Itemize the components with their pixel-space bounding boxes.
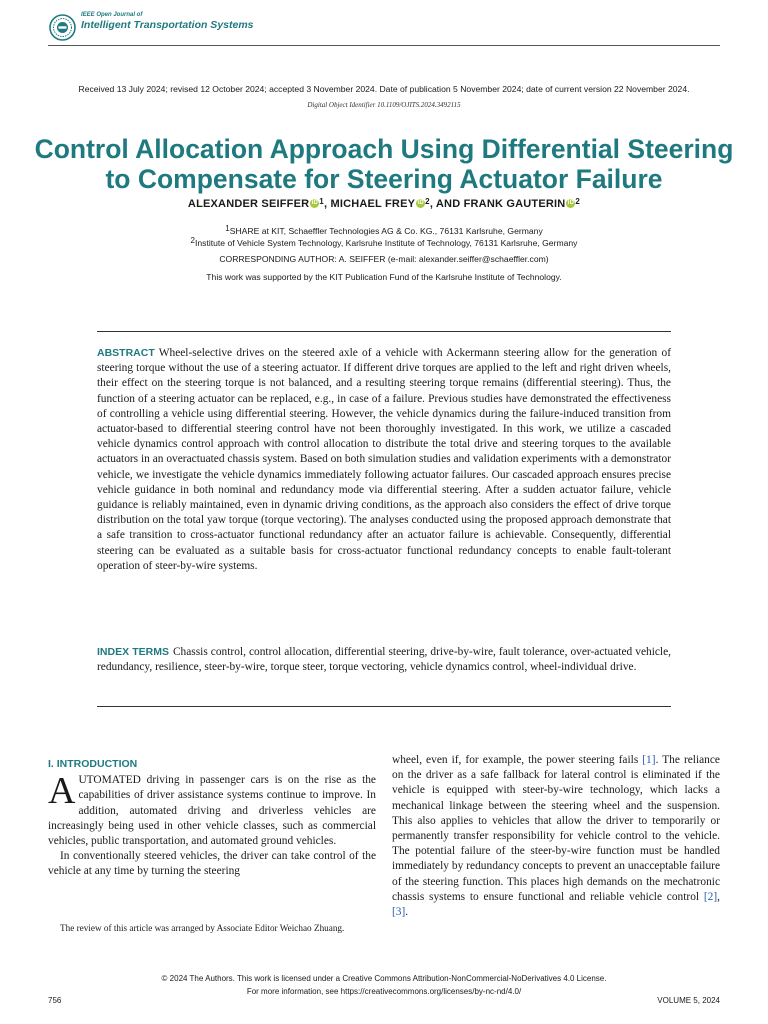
- orcid-icon[interactable]: iD: [567, 200, 575, 206]
- orcid-icon[interactable]: iD: [417, 200, 424, 206]
- affiliation-number: 2: [190, 236, 195, 245]
- intro-paragraph: [48, 770, 376, 849]
- intro-paragraph: In conventionally steered vehicles, the driver can take control of the vehicle at any time by turning the steering: [48, 850, 376, 878]
- journal-name: Intelligent Transportation Systems: [81, 19, 254, 31]
- abstract-top-rule: [97, 331, 671, 332]
- orcid-icon[interactable]: iD: [311, 200, 318, 206]
- index-terms-label: INDEX TERMS: [97, 646, 169, 658]
- affiliation: [0, 236, 768, 248]
- index-terms: [97, 645, 671, 675]
- drop-cap: A: [48, 770, 76, 813]
- author-separator: ,: [323, 198, 331, 210]
- doi: Digital Object Identifier 10.1109/OJITS.2024.3492115: [307, 101, 461, 109]
- author-affiliation-ref: 1: [319, 197, 324, 206]
- abstract: [97, 346, 671, 574]
- abstract-label: ABSTRACT: [97, 347, 155, 359]
- affiliation-text: Institute of Vehicle System Technology, Karlsruhe Institute of Technology, 76131 Karlsruhe, Germany: [194, 238, 578, 248]
- author-list: [0, 197, 768, 210]
- journal-prefix: IEEE Open Journal of: [81, 12, 143, 18]
- intro-paragraph-text: UTOMATED driving in passenger cars is on the rise as the capabilities of driver assistance systems continue to improve. In addition, automated driving and driverless vehicles are increasingly being used in other vehicle classes, such as commercial vehicles, public transportation, and automated ground vehicles.: [48, 774, 376, 848]
- abstract-text: Wheel-selective drives on the steered axle of a vehicle with Ackermann steering allow for the generation of steering torque without the use of a steering actuator. If different drive torques are applied to the left and right driven wheels, their effect on the steering torque is not balanced, and a resulting steering torque remains (differential steering). Thus, the function of a steering actuator can be replaced, e.g., in case of a failure. Previous studies have demonstrated the effectiveness of controlling a vehicle using differential steering. However, the vehicle dynamics during the failure-induced transition from actuator-based to differential steering control have not been thoroughly investigated. In this work, we utilize a cascaded vehicle dynamics control approach with control allocation to distribute the total drive and steering torques to the available actuators in an overactuated chassis system. Based on both simulation studies and validation experiments with a demonstrator vehicle, we investigate the vehicle dynamics immediately following actuator failures. Our cascaded approach ensures precise vehicle guidance in both nominal and redundancy mode via differential steering. After a sudden actuator failure, vehicle guidance is reliably maintained, even in dynamic driving conditions, as the approach also considers the effect of drive torque distribution on the total yaw torque (torque vectoring). The analyses conducted using the proposed approach demonstrate that a safe transition to cross-actuator functional redundancy after an actuator failure is achievable. Consequently, differential steering can be evaluated as a suitable basis for cross-actuator functional redundancy concepts to enable fault-tolerant operation of steer-by-wire systems.: [97, 347, 671, 572]
- page-number: 756: [48, 996, 62, 1005]
- body-text: wheel, even if, for example, the power steering fails: [392, 754, 643, 766]
- author-separator: , AND: [429, 198, 464, 210]
- affiliation: [0, 224, 768, 236]
- funding-note: This work was supported by the KIT Publication Fund of the Karlsruhe Institute of Technology.: [206, 272, 562, 282]
- author-name: ALEXANDER SEIFFER: [187, 198, 310, 210]
- volume-info: VOLUME 5, 2024: [657, 996, 720, 1005]
- author-name: FRANK GAUTERIN: [463, 198, 566, 210]
- header-divider: [48, 45, 720, 46]
- right-column: [392, 753, 720, 920]
- author-affiliation-ref: 2: [425, 197, 430, 206]
- editor-footnote: The review of this article was arranged by Associate Editor Weichao Zhuang.: [60, 923, 345, 933]
- corresponding-author: CORRESPONDING AUTHOR: A. SEIFFER (e-mail: alexander.seiffer@schaeffler.com): [219, 254, 549, 264]
- author-name: MICHAEL FREY: [330, 198, 416, 210]
- citation-link[interactable]: [1]: [642, 754, 656, 766]
- left-column: [48, 757, 376, 880]
- body-text: .: [405, 906, 409, 919]
- body-text: . The reliance on the driver as a safe fallback for lateral control is eliminated if the vehicle is equipped with steer-by-wire technology, which lacks a mechanical linkage between the steering wheel and the suspension. This also applies to vehicles that allow the driver to temporarily or permanently transfer responsibility for vehicle control to the vehicle. The potential failure of the steer-by-wire function must be handled immediately by redundancy concepts to prevent an unacceptable failure of the steering function. This places high demands on the mechatronic chassis systems to ensure functional and reliable vehicle control: [392, 754, 720, 903]
- license-notice: © 2024 The Authors. This work is licensed under a Creative Commons Attribution-NonCommercial-NoDerivatives 4.0 License.: [161, 974, 607, 983]
- section-heading: I. INTRODUCTION: [48, 758, 138, 770]
- ieee-ojits-logo-icon: [49, 14, 76, 41]
- abstract-bottom-rule: [97, 706, 671, 707]
- citation-link[interactable]: [2]: [703, 890, 718, 903]
- paper-title: Control Allocation Approach Using Differential Steering to Compensate for Steering Actuator Failure: [34, 134, 734, 194]
- affiliation-number: 1: [225, 224, 230, 233]
- license-link[interactable]: For more information, see https://creativecommons.org/licenses/by-nc-nd/4.0/: [246, 987, 522, 996]
- citation-link[interactable]: [3]: [392, 906, 406, 919]
- publication-dates: Received 13 July 2024; revised 12 October 2024; accepted 3 November 2024. Date of publication 5 November 2024; date of current version 22 November 2024.: [78, 84, 690, 94]
- affiliation-text: SHARE at KIT, Schaeffler Technologies AG & Co. KG., 76131 Karlsruhe, Germany: [229, 226, 543, 236]
- citation-separator: ,: [717, 890, 720, 903]
- author-affiliation-ref: 2: [575, 197, 581, 206]
- index-terms-text: Chassis control, control allocation, differential steering, drive-by-wire, fault tolerance, over-actuated vehicle, redundancy, resilience, steer-by-wire, torque steer, torque vectoring, vehicle dynamics control, wheel-individual drive.: [97, 646, 671, 674]
